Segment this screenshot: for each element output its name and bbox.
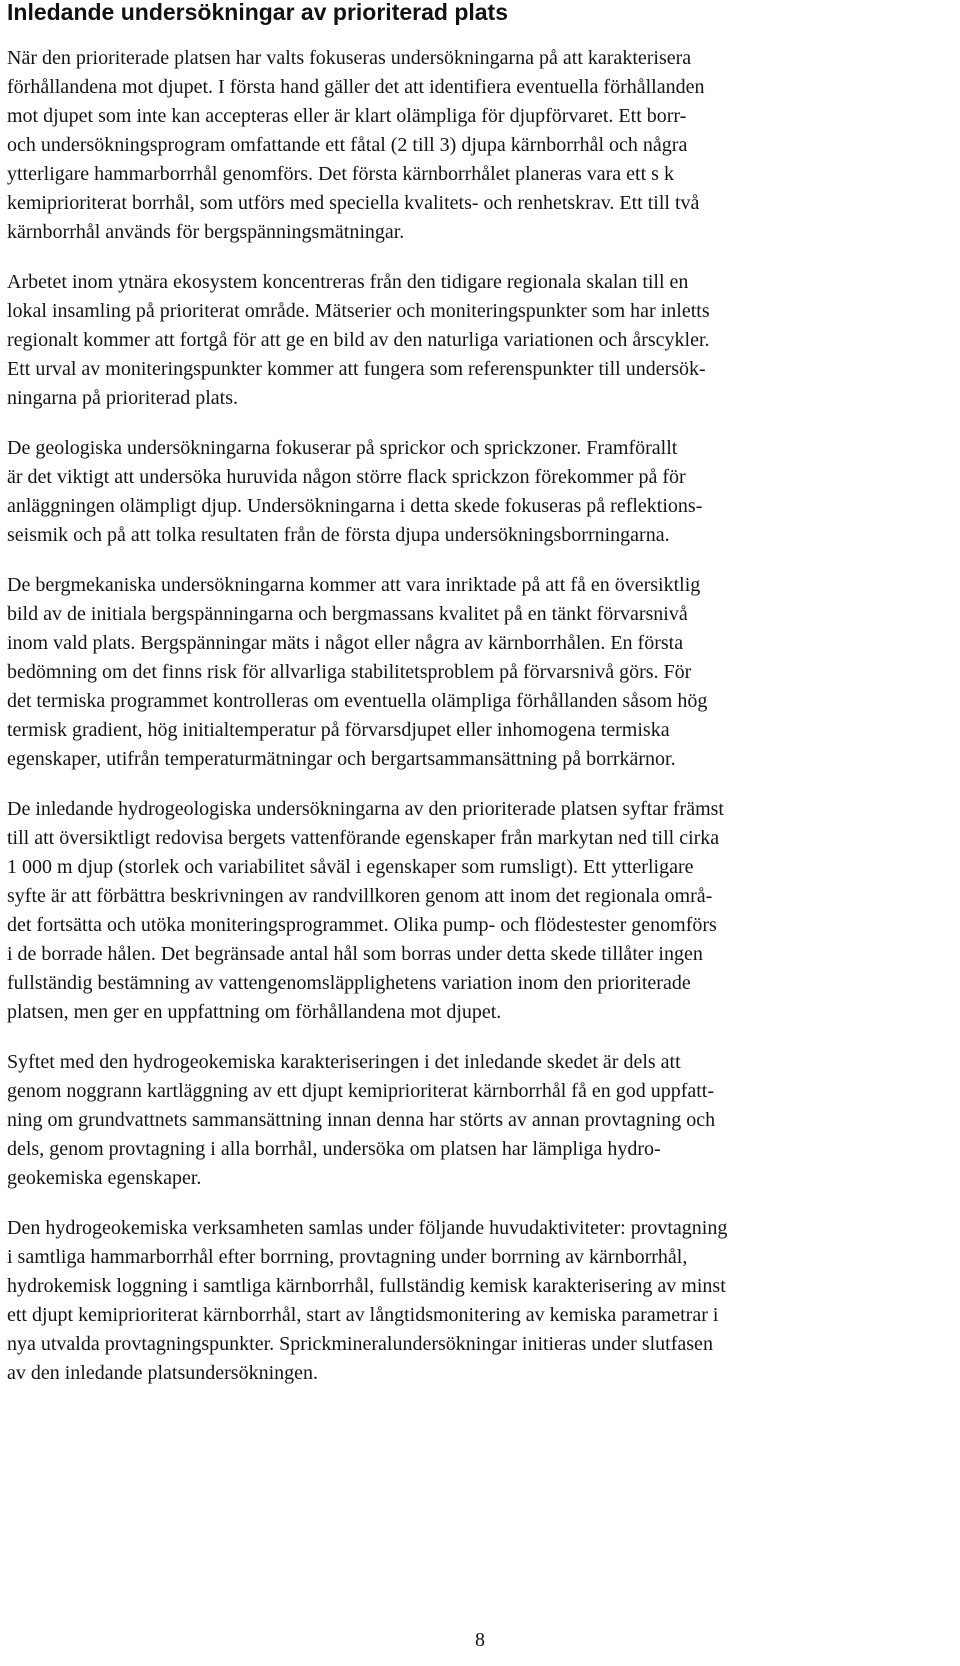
text-line: ningarna på prioriterad plats.: [7, 387, 239, 409]
text-line: regionalt kommer att fortgå för att ge en bild av den naturliga variationen och årscykler.: [7, 329, 710, 351]
text-line: De inledande hydrogeologiska undersökningarna av den prioriterade platsen syftar främst: [7, 798, 724, 820]
text-line: är det viktigt att undersöka huruvida någon större flack sprickzon förekommer på för: [7, 466, 686, 488]
body-text: [7, 44, 932, 1409]
page-number: 8: [475, 1629, 485, 1651]
text-line: kärnborrhål används för bergspänningsmätningar.: [7, 221, 405, 243]
paragraph: [7, 1048, 932, 1193]
text-line: syfte är att förbättra beskrivningen av randvillkoren genom att inom det regionala områ-: [7, 885, 713, 907]
text-line: geokemiska egenskaper.: [7, 1167, 202, 1189]
text-line: Den hydrogeokemiska verksamheten samlas under följande huvudaktiviteter: provtagning: [7, 1217, 728, 1239]
text-line: ytterligare hammarborrhål genomförs. Det första kärnborrhålet planeras vara ett s k: [7, 163, 674, 185]
text-line: Ett urval av moniteringspunkter kommer att fungera som referenspunkter till undersök-: [7, 358, 706, 380]
paragraph: [7, 795, 932, 1027]
text-line: När den prioriterade platsen har valts fokuseras undersökningarna på att karakterisera: [7, 47, 692, 69]
text-line: lokal insamling på prioriterat område. Mätserier och moniteringspunkter som har inletts: [7, 300, 710, 322]
text-line: bild av de initiala bergspänningarna och bergmassans kvalitet på en tänkt förvarsnivå: [7, 603, 688, 625]
text-line: dels, genom provtagning i alla borrhål, undersöka om platsen har lämpliga hydro-: [7, 1138, 661, 1160]
text-line: egenskaper, utifrån temperaturmätningar och bergartsammansättning på borrkärnor.: [7, 748, 676, 770]
text-line: De geologiska undersökningarna fokuserar på sprickor och sprickzoner. Framförallt: [7, 437, 678, 459]
text-line: termisk gradient, hög initialtemperatur på förvarsdjupet eller inhomogena termiska: [7, 719, 670, 741]
paragraph: [7, 571, 932, 774]
text-line: Syftet med den hydrogeokemiska karakteriseringen i det inledande skedet är dels att: [7, 1051, 681, 1073]
text-line: kemiprioriterat borrhål, som utförs med speciella kvalitets- och renhetskrav. Ett till två: [7, 192, 700, 214]
text-line: mot djupet som inte kan accepteras eller är klart olämpliga för djupförvaret. Ett borr-: [7, 105, 687, 127]
text-line: inom vald plats. Bergspänningar mäts i något eller några av kärnborrhålen. En första: [7, 632, 684, 654]
text-line: i samtliga hammarborrhål efter borrning, provtagning under borrning av kärnborrhål,: [7, 1246, 688, 1268]
text-line: anläggningen olämpligt djup. Undersökningarna i detta skede fokuseras på reflektions-: [7, 495, 703, 517]
text-line: platsen, men ger en uppfattning om förhållandena mot djupet.: [7, 1001, 502, 1023]
text-line: hydrokemisk loggning i samtliga kärnborrhål, fullständig kemisk karakterisering av minst: [7, 1275, 726, 1297]
text-line: genom noggrann kartläggning av ett djupt kemiprioriterat kärnborrhål få en god uppfatt-: [7, 1080, 715, 1102]
text-line: det termiska programmet kontrolleras om eventuella olämpliga förhållanden såsom hög: [7, 690, 708, 712]
text-line: ning om grundvattnets sammansättning innan denna har störts av annan provtagning och: [7, 1109, 716, 1131]
text-line: till att översiktligt redovisa bergets vattenförande egenskaper från markytan ned till cirka: [7, 827, 720, 849]
text-line: det fortsätta och utöka moniteringsprogrammet. Olika pump- och flödestester genomförs: [7, 914, 717, 936]
paragraph: [7, 268, 932, 413]
text-line: Arbetet inom ytnära ekosystem koncentreras från den tidigare regionala skalan till en: [7, 271, 689, 293]
text-line: bedömning om det finns risk för allvarliga stabilitetsproblem på förvarsnivå görs. För: [7, 661, 692, 683]
text-line: 1 000 m djup (storlek och variabilitet såväl i egenskaper som rumsligt). Ett ytterligare: [7, 856, 694, 878]
text-line: nya utvalda provtagningspunkter. Sprickmineralundersökningar initieras under slutfasen: [7, 1333, 713, 1355]
section-heading: Inledande undersökningar av prioriterad plats: [7, 0, 509, 25]
text-line: förhållandena mot djupet. I första hand gäller det att identifiera eventuella förhållanden: [7, 76, 705, 98]
text-line: i de borrade hålen. Det begränsade antal hål som borras under detta skede tillåter ingen: [7, 943, 703, 965]
text-line: De bergmekaniska undersökningarna kommer att vara inriktade på att få en översiktlig: [7, 574, 701, 596]
text-line: av den inledande platsundersökningen.: [7, 1362, 319, 1384]
text-line: seismik och på att tolka resultaten från de första djupa undersökningsborrningarna.: [7, 524, 670, 546]
paragraph: [7, 44, 932, 247]
paragraph: [7, 434, 932, 550]
paragraph: [7, 1214, 932, 1388]
text-line: fullständig bestämning av vattengenomsläpplighetens variation inom den prioriterade: [7, 972, 691, 994]
text-line: och undersökningsprogram omfattande ett fåtal (2 till 3) djupa kärnborrhål och några: [7, 134, 688, 156]
text-line: ett djupt kemiprioriterat kärnborrhål, start av långtidsmonitering av kemiska parametrar i: [7, 1304, 719, 1326]
